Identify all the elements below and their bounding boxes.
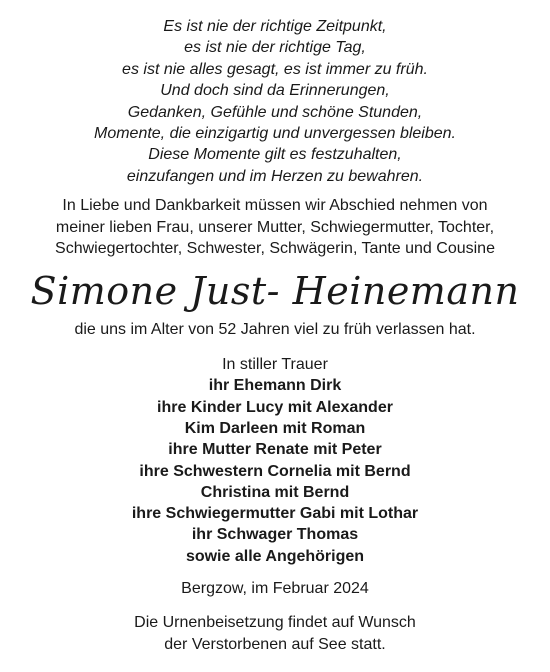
poem-line: es ist nie der richtige Tag,: [184, 39, 366, 57]
poem-line: einzufangen und im Herzen zu bewahren.: [126, 167, 424, 185]
farewell-intro: [0, 195, 550, 260]
poem-line: Und doch sind da Erinnerungen,: [160, 82, 390, 100]
mourner: Christina mit Bernd: [200, 483, 350, 501]
poem-line: Diese Momente gilt es festzuhalten,: [148, 146, 402, 164]
mourner: ihre Schwiegermutter Gabi mit Lothar: [131, 505, 419, 523]
mourning-heading: In stiller Trauer: [222, 356, 328, 374]
burial-note: [0, 612, 550, 655]
poem: [15, 16, 535, 187]
intro-line: Schwiegertochter, Schwester, Schwägerin, Tante und Cousine: [55, 240, 495, 258]
poem-line: Es ist nie der richtige Zeitpunkt,: [163, 18, 387, 35]
mourner: ihr Schwager Thomas: [191, 526, 359, 544]
intro-line: meiner lieben Frau, unserer Mutter, Schwiegermutter, Tochter,: [55, 218, 495, 236]
poem-line: Gedanken, Gefühle und schöne Stunden,: [127, 103, 423, 121]
age-line: die uns im Alter von 52 Jahren viel zu früh verlassen hat.: [74, 321, 476, 339]
mourner: Kim Darleen mit Roman: [184, 419, 366, 437]
mourner: ihre Kinder Lucy mit Alexander: [157, 398, 393, 416]
mourner: ihre Schwestern Cornelia mit Bernd: [139, 462, 411, 480]
mourner: sowie alle Angehörigen: [185, 547, 365, 565]
mourner: ihr Ehemann Dirk: [208, 377, 342, 395]
place-date: Bergzow, im Februar 2024: [181, 580, 369, 597]
deceased-name: Simone Just- Heinemann: [30, 269, 520, 314]
burial-line: Die Urnenbeisetzung findet auf Wunsch: [134, 614, 416, 631]
mourner: ihre Mutter Renate mit Peter: [168, 441, 382, 459]
burial-line: der Verstorbenen auf See statt.: [164, 635, 386, 653]
mourners-list: [0, 354, 550, 567]
poem-line: es ist nie alles gesagt, es ist immer zu früh.: [122, 60, 428, 78]
poem-line: Momente, die einzigartig und unvergessen bleiben.: [93, 125, 456, 143]
intro-line: In Liebe und Dankbarkeit müssen wir Abschied nehmen von: [62, 197, 488, 215]
